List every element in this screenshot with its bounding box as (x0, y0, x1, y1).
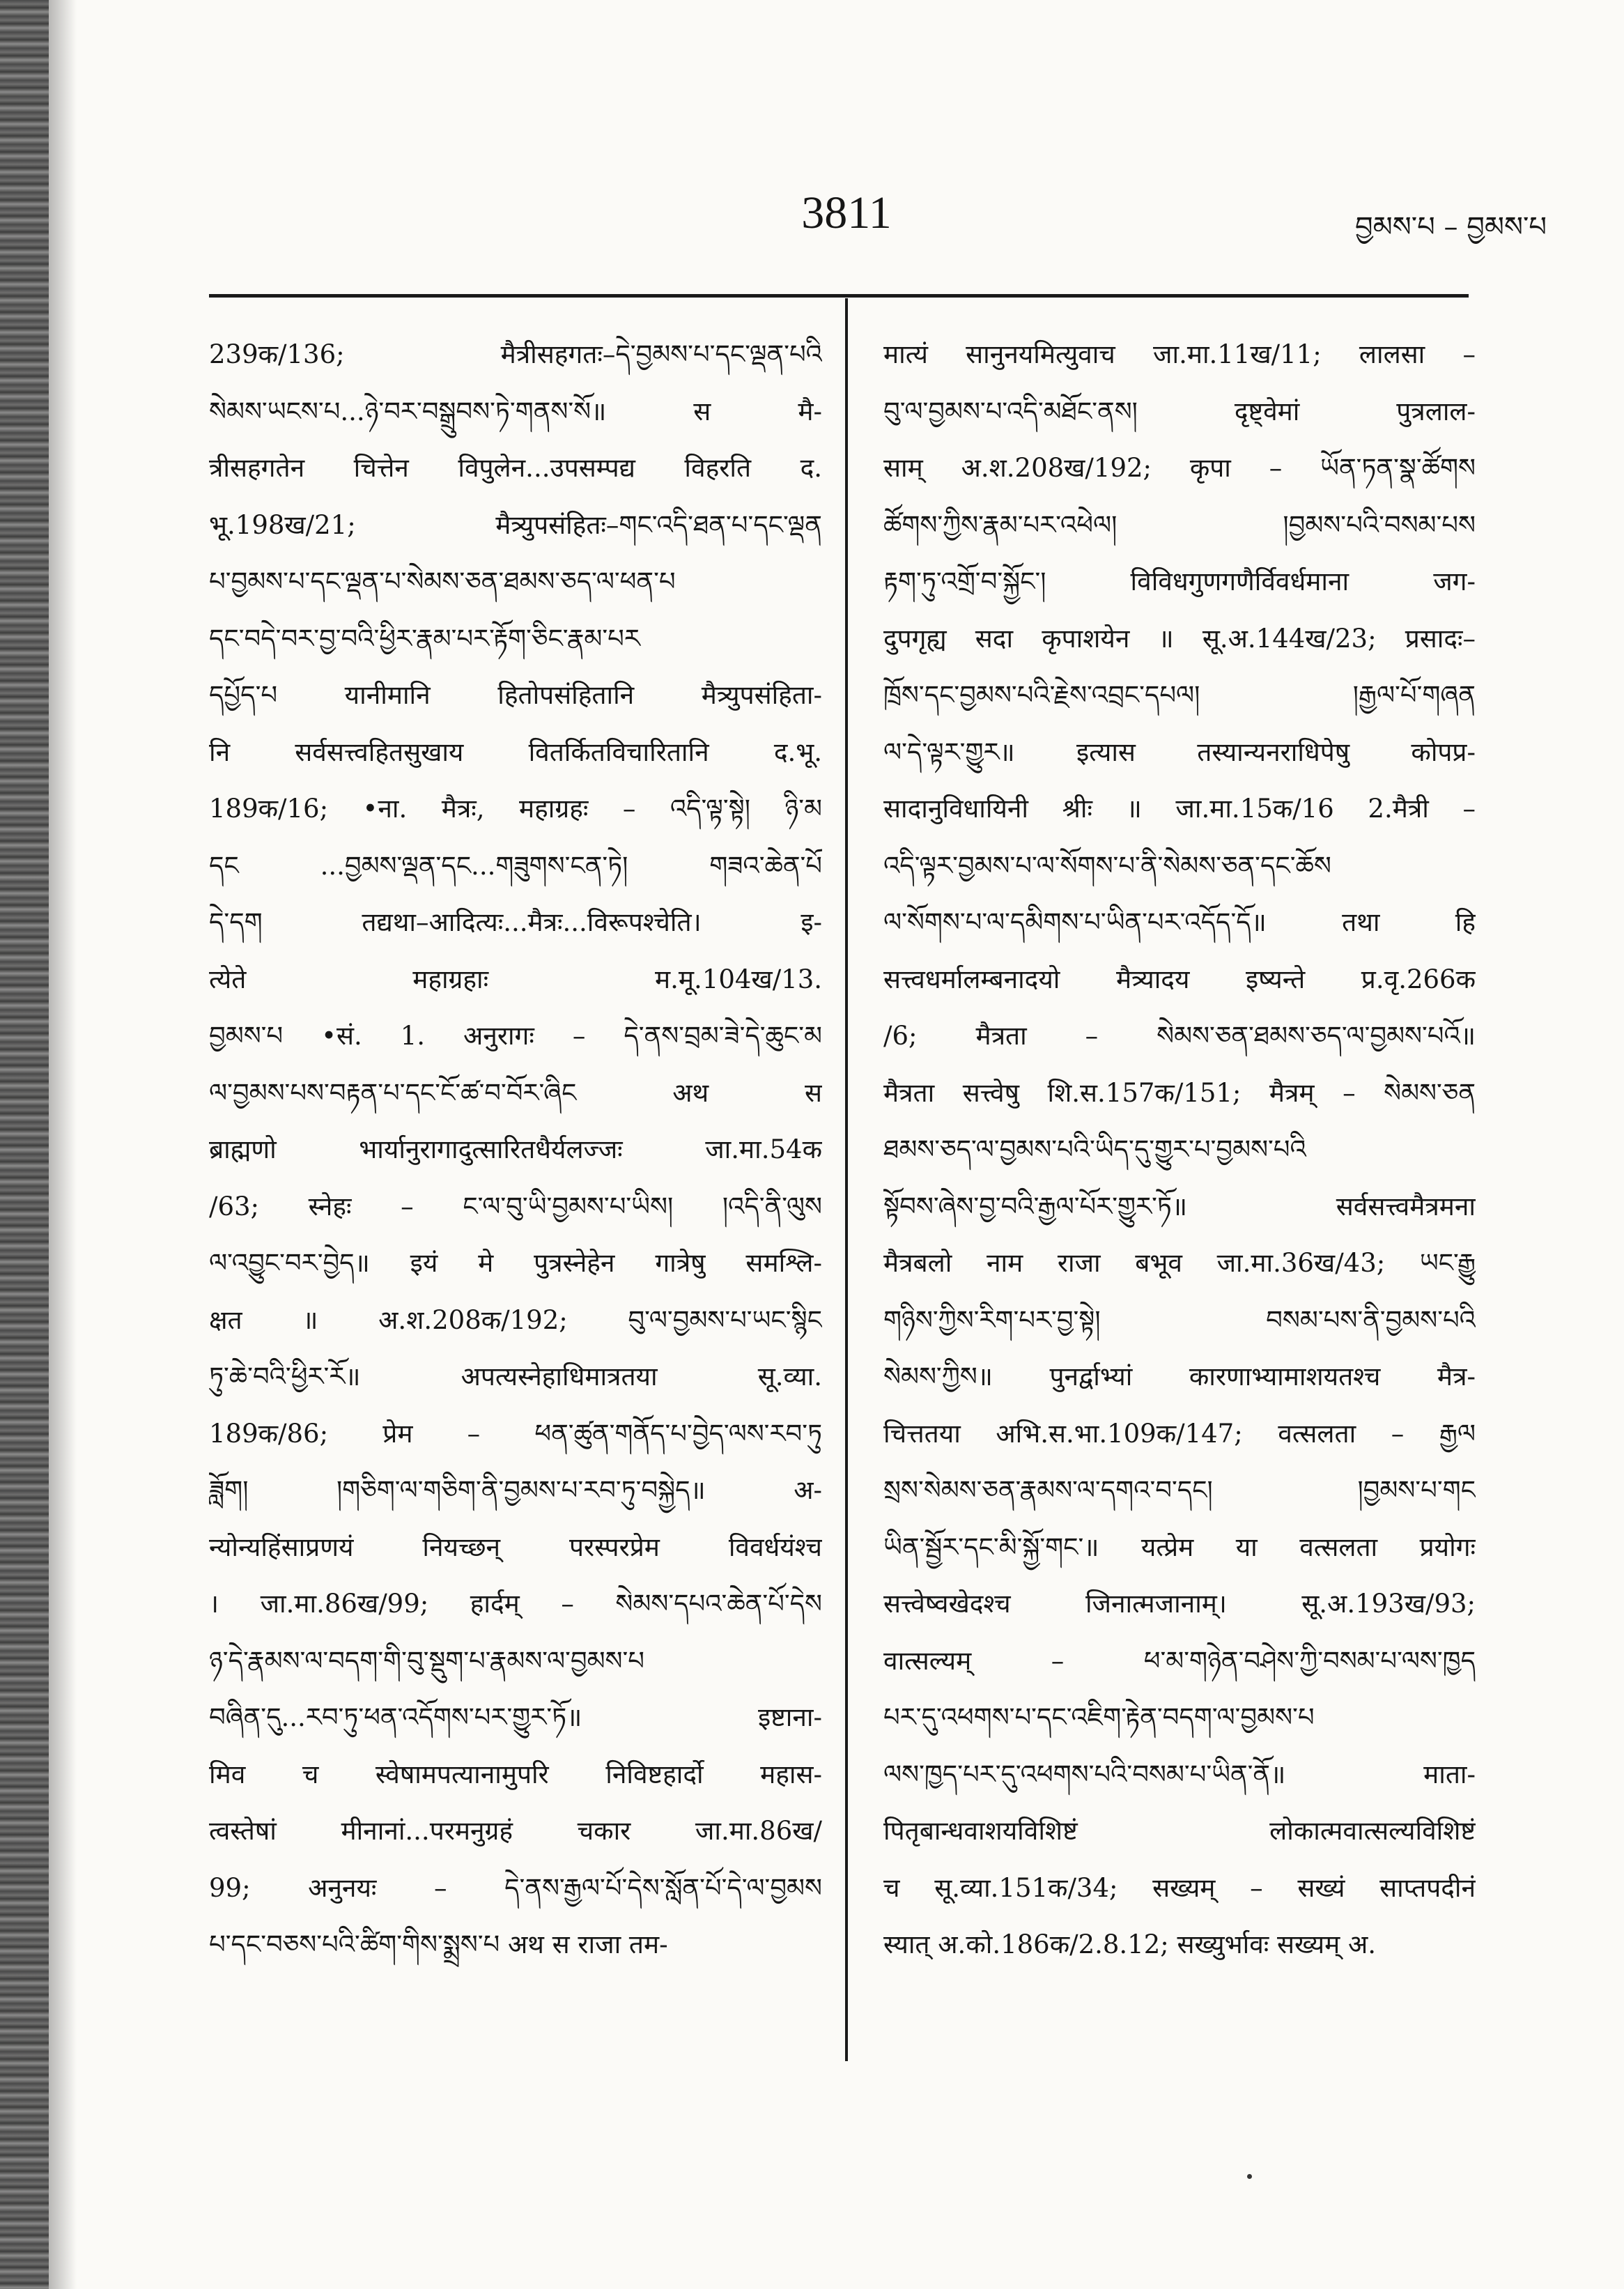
text-line: ཉ་དེ་རྣམས་ལ་བདག་གི་བུ་སྡུག་པ་རྣམས་ལ་བྱམས་པ (209, 1645, 645, 1676)
text-line: पितृबान्धवाशयविशिष्टं लोकात्मवात्सल्यविशिष्टं (883, 1816, 1476, 1846)
text-line: /6; मैत्रता – སེམས་ཅན་ཐམས་ཅད་ལ་བྱམས་པའོ॥ (883, 1021, 1476, 1051)
text-line: ལས་ཁྱད་པར་དུ་འཕགས་པའི་བསམ་པ་ཡིན་ནོ॥ माता- (883, 1759, 1476, 1789)
text-line: ब्राह्मणो भार्यानुरागादुत्सारितधैर्यलज्जः जा.मा.54क (209, 1134, 822, 1164)
right-column (883, 326, 1476, 1973)
text-line: སྟོབས་ཞེས་བྱ་བའི་རྒྱལ་པོར་གྱུར་ཏོ॥ सर्वसत्त्वमैत्रमना (883, 1191, 1476, 1221)
text-line: སེམས་ཀྱིས॥ पुनर्द्वाभ्यां कारणाभ्यामाशयतश्च मैत्र- (883, 1362, 1476, 1392)
scan-edge-fade (49, 0, 77, 2289)
text-line: ཡིན་སྦྱོར་དང་མི་སྐྱོ་གང༌॥ यत्प्रेम या वत्सलता प्रयोगः (883, 1532, 1476, 1562)
text-line: मिव च स्वेषामपत्यानामुपरि निविष्टहार्दो महास- (209, 1759, 822, 1789)
text-line: नि सर्वसत्त्वहितसुखाय वितर्कितविचारितानि द.भू. (209, 737, 822, 767)
text-line: དང་བདེ་བར་བྱ་བའི་ཕྱིར་རྣམ་པར་རྟོག་ཅིང་རྣམ་པར (209, 623, 640, 654)
text-line: 189क/16; •ना. मैत्रः, महाग्रहः – འདི་ལྟ་སྟེ། ཉི་མ (209, 794, 822, 824)
text-line: भू.198ख/21; मैत्र्युपसंहितः–གང་འདི་ཐན་པ་དང་ལྡན (209, 509, 822, 540)
column-divider (845, 298, 848, 2061)
text-line: ལ་འབྱུང་བར་བྱེད॥ इयं मे पुत्रस्नेहेन गात्रेषु समश्लि- (209, 1248, 822, 1278)
text-line: ཁྲོས་དང་བྱམས་པའི་རྗེས་འབྲང་དཔལ། །རྒྱལ་པོ་གཞན (883, 680, 1476, 710)
header-rule (209, 294, 1469, 298)
text-line: རྟག་ཏུ་འགྲོ་བ་སྐྱོང༌། विविधगुणगणैर्विवर्धमाना जग- (883, 567, 1476, 596)
running-head: བྱམས་པ – བྱམས་པ (1355, 211, 1547, 243)
ink-speck (1247, 2174, 1252, 2179)
text-line: བུ་ལ་བྱམས་པ་འདི་མཐོང་ནས། दृष्ट्वेमां पुत्रलाल- (883, 396, 1476, 426)
text-line: त्वस्तेषां मीनानां...परमनुग्रहं चकार जा.मा.86ख/ (209, 1816, 822, 1846)
text-line: སེམས་ཡངས་པ...ཉེ་བར་བསྒྲུབས་ཏེ་གནས་སོ॥ स मै- (209, 396, 822, 426)
text-line: स्यात् अ.को.186क/2.8.12; सख्युर्भावः सख्यम् अ. (883, 1929, 1377, 1959)
text-line: སྲས་སེམས་ཅན་རྣམས་ལ་དགའ་བ་དང། །བྱམས་པ་གང (883, 1475, 1476, 1505)
page-number: 3811 (801, 187, 892, 238)
text-line: ཚོགས་ཀྱིས་རྣམ་པར་འཕེལ། །བྱམས་པའི་བསམ་པས (883, 509, 1476, 540)
text-line: 239क/136; मैत्रीसहगतः–དེ་བྱམས་པ་དང་ལྡན་པའི (209, 339, 822, 369)
text-line: ཐམས་ཅད་ལ་བྱམས་པའི་ཡིད་དུ་གྱུར་པ་བྱམས་པའི (883, 1134, 1306, 1164)
left-column (209, 326, 822, 1973)
text-line: सादानुविधायिनी श्रीः ॥ जा.मा.15क/16 2.मैत्री – (883, 794, 1476, 824)
text-line: ལ་བྱམས་པས་བརྟན་པ་དང་ངོ་ཚ་བ་བོར་ཞིང अथ स (209, 1077, 822, 1108)
scan-edge-shadow (0, 0, 49, 2289)
text-line: དེ་དག तद्यथा–आदित्यः...मैत्रः...विरूपश्चेति। इ- (209, 907, 822, 937)
text-line: सत्त्वेष्वखेदश्च जिनात्मजानाम्। सू.अ.193ख/93; (883, 1589, 1476, 1619)
text-line: 189क/86; प्रेम – ཕན་ཚུན་གནོད་པ་བྱེད་ལས་རབ་ཏུ (209, 1418, 822, 1449)
text-line: གཉིས་ཀྱིས་རིག་པར་བྱ་སྟེ། བསམ་པས་ནི་བྱམས་པའི (883, 1304, 1476, 1335)
text-line: त्येते महाग्रहाः म.मू.104ख/13. (209, 964, 822, 994)
text-line: བཞིན་དུ...རབ་ཏུ་ཕན་འདོགས་པར་གྱུར་ཏོ॥ इष्टाना- (209, 1702, 822, 1732)
text-line: /63; स्नेहः – ང་ལ་བུ་ཡི་བྱམས་པ་ཡིས། །འདི་ནི་ལུས (209, 1191, 822, 1221)
text-line: ཏུ་ཆེ་བའི་ཕྱིར་རོ॥ अपत्यस्नेहाधिमात्रतया सू.व्या. (209, 1362, 822, 1392)
text-line: मैत्रबलो नाम राजा बभूव जा.मा.36ख/43; ཡང་རྒྱུ (883, 1248, 1476, 1278)
text-line: सत्त्वधर्मालम्बनादयो मैत्र्यादय इष्यन्ते प्र.वृ.266क (883, 964, 1476, 994)
text-line: ལ་དེ་ལྟར་གྱུར॥ इत्यास तस्यान्यनराधिपेषु कोपप्र- (883, 737, 1476, 767)
text-line: क्षत ॥ अ.श.208क/192; བུ་ལ་བྱམས་པ་ཡང་སྙིང (209, 1304, 822, 1335)
text-line: ཟློག། །གཅིག་ལ་གཅིག་ནི་བྱམས་པ་རབ་ཏུ་བསྐྱེད॥ अ- (209, 1475, 822, 1505)
text-line: वात्सल्यम् – ཕ་མ་གཉེན་བཤེས་ཀྱི་བསམ་པ་ལས་ཁྱད (883, 1645, 1476, 1676)
text-line: དང ...བྱམས་ལྡན་དང...གཟུགས་ངན་ཏེ། གཟའ་ཆེན་པོ (209, 850, 822, 881)
text-line: དཔྱོད་པ यानीमानि हितोपसंहितानि मैत्र्युपसंहिता- (209, 680, 822, 710)
text-line: मैत्रता सत्त्वेषु शि.स.157क/151; मैत्रम् – སེམས་ཅན (883, 1077, 1476, 1108)
text-line: त्रीसहगतेन चित्तेन विपुलेन...उपसम्पद्य विहरति द. (209, 453, 822, 483)
text-line: 99; अनुनयः – དེ་ནས་རྒྱལ་པོ་དེས་སློན་པོ་དེ་ལ་བྱམས (209, 1872, 822, 1903)
text-line: པ་བྱམས་པ་དང་ལྡན་པ་སེམས་ཅན་ཐམས་ཅད་ལ་ཕན་པ (209, 567, 676, 596)
text-line: ལ་སོགས་པ་ལ་དམིགས་པ་ཡིན་པར་འདོད་དོ॥ तथा हि (883, 907, 1476, 937)
text-line: । जा.मा.86ख/99; हार्दम् – སེམས་དཔའ་ཆེན་པོ་དེས (209, 1589, 822, 1619)
text-line: न्योन्यहिंसाप्रणयं नियच्छन् परस्परप्रेम विवर्धयंश्च (209, 1532, 822, 1562)
text-line: मात्यं सानुनयमित्युवाच जा.मा.11ख/11; लालसा – (883, 339, 1476, 369)
text-line: པར་དུ་འཕགས་པ་དང་འཇིག་རྟེན་བདག་ལ་བྱམས་པ (883, 1702, 1315, 1732)
text-line: दुपगृह्य सदा कृपाशयेन ॥ सू.अ.144ख/23; प्रसादः– (883, 623, 1476, 654)
text-line: བྱམས་པ •सं. 1. अनुरागः – དེ་ནས་བྲམ་ཟེ་དེ་ཆུང་མ (209, 1021, 822, 1051)
text-line: साम् अ.श.208ख/192; कृपा – ཡོན་ཏན་སྣ་ཚོགས (883, 453, 1476, 483)
text-line: चित्ततया अभि.स.भा.109क/147; वत्सलता – རྒྱལ (883, 1418, 1476, 1449)
text-line: च सू.व्या.151क/34; सख्यम् – सख्यं साप्तपदीनं (883, 1872, 1476, 1903)
text-line: པ་དང་བཅས་པའི་ཚིག་གིས་སྨྲས་པ अथ स राजा तम- (209, 1929, 668, 1959)
text-line: འདི་ལྟར་བྱམས་པ་ལ་སོགས་པ་ནི་སེམས་ཅན་དང་ཆོས (883, 850, 1331, 881)
